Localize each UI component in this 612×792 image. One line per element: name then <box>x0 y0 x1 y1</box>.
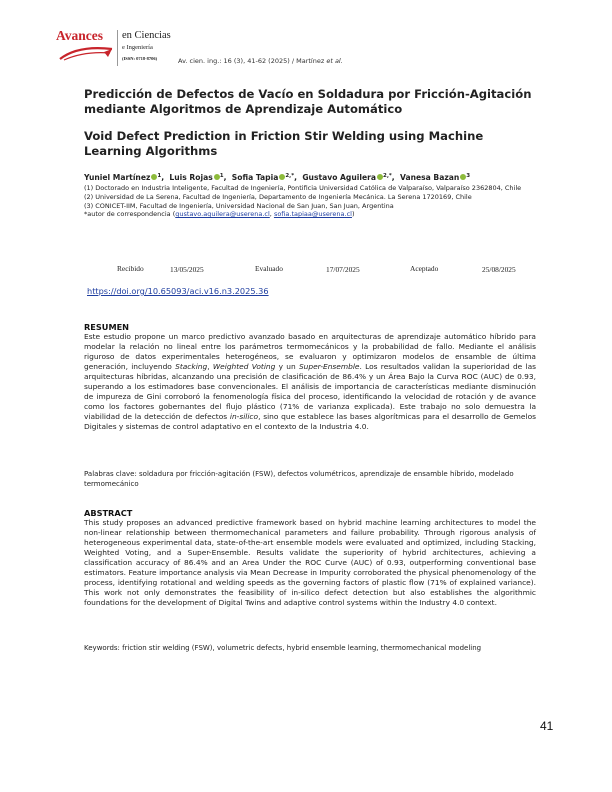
citation-etal: et al. <box>326 57 343 65</box>
affiliations <box>84 184 534 219</box>
author-1: Yuniel Martínez $^1$ <box>84 173 162 182</box>
logo-swoosh-icon <box>58 43 114 63</box>
email-link-1[interactable]: gustavo.aguilera@userena.cl <box>175 210 270 219</box>
affiliation-3: (3) CONICET-IIM, Facultad de Ingeniería, Universidad Nacional de San Juan, San Juan, Argentina <box>84 201 394 210</box>
author-3: Sofia Tapia $^{2,*}$ <box>231 173 295 182</box>
page-number: 41 <box>540 719 554 733</box>
logo-avances: Avances <box>56 28 103 43</box>
corresponding-author: *autor de correspondencia (gustavo.aguilera@userena.cl, sofia.tapiaa@userena.cl) <box>84 210 355 219</box>
accepted-date: 25/08/2025 <box>482 265 516 274</box>
evaluated-label: Evaluado <box>255 264 283 273</box>
title-spanish: Predicción de Defectos de Vacío en Soldadura por Fricción-Agitación mediante Algoritmos de Aprendizaje Automático <box>84 87 532 116</box>
keywords: Keywords: friction stir welding (FSW), volumetric defects, hybrid ensemble learning, thermomechanical modeling <box>84 644 482 652</box>
logo-en-ciencias: en Ciencias <box>122 30 171 41</box>
received-date: 13/05/2025 <box>170 265 204 274</box>
email-link-2[interactable]: sofia.tapiaa@userena.cl <box>273 210 352 219</box>
resumen-heading: RESUMEN <box>84 322 130 332</box>
logo-divider <box>117 30 118 66</box>
abstract-heading: ABSTRACT <box>84 508 133 518</box>
accepted-label: Aceptado <box>410 264 439 273</box>
abstract-text: This study proposes an advanced predictive framework based on hybrid machine learning architectures to model the non-linear relationship between thermomechanical parameters and failure probability. Through rigorous analysis of heterogeneous experimental data, state-of-the-art ensemble models were evaluated and optimized, including Stacking, Weighted Voting, and a Super-Ensemble. Results validate the superiority of hybrid architectures, achieving a classification accuracy of 86.4% and an Area Under the ROC Curve (AUC) of 0.93, outperforming conventional base estimators. Feature importance analysis via Mean Decrease in Impurity corroborated the physical phenomenology of the process, identifying rotational and welding speeds as the governing factors of plastic flow (71% of explained variance). This work not only demonstrates the feasibility of in-silico defect detection but also establishes the algorithmic foundations for the development of Digital Twins and adaptive control systems within the Industry 4.0 context. <box>84 518 536 608</box>
palabras-clave: Palabras clave: soldadura por fricción-agitación (FSW), defectos volumétricos, aprendizaje de ensamble híbrido, modelado termomecánico <box>84 470 514 488</box>
title-english: Void Defect Prediction in Friction Stir Welding using Machine Learning Algorithms <box>84 129 484 158</box>
author-2: Luis Rojas $^1$ <box>169 173 224 182</box>
logo-ingenieria: e Ingeniería <box>122 44 153 51</box>
author-4: Gustavo Aguilera $^{2,*}$ <box>302 173 392 182</box>
affiliation-2: (2) Universidad de La Serena, Facultad de Ingeniería, Departamento de Ingeniería Mecánica. La Serena 1720169, Chile <box>84 192 472 201</box>
author-5: Vanesa Bazan $^3$ <box>399 173 471 182</box>
citation-text: Av. cien. ing.: 16 (3), 41-62 (2025) / Martínez <box>178 57 327 65</box>
received-label: Recibido <box>117 264 144 273</box>
journal-logo <box>56 28 176 68</box>
evaluated-date: 17/07/2025 <box>326 265 360 274</box>
logo-issn: (ISSN: 0718-8706) <box>122 56 158 61</box>
author-list: Yuniel Martínez $^1$, Luis Rojas $^1$, Sofia Tapia $^{2,*}$, Gustavo Aguilera $^{2,*}$, Vanesa Bazan $^3$ <box>84 173 471 182</box>
affiliation-1: (1) Doctorado en Industria Inteligente, Facultad de Ingeniería, Pontificia Universidad Católica de Valparaíso, Valparaíso 2362804, Chile <box>84 184 522 192</box>
resumen-text: Este estudio propone un marco predictivo avanzado basado en arquitecturas de aprendizaje automático híbrido para modelar la relación no lineal entre los parámetros termomecánicos y la probabilidad de fallo. Mediante el análisis riguroso de datos experimentales heterogéneos, se evaluaron y optimizaron modelos de ensamble de última generación, incluyendo Stacking, Weighted Voting y un Super-Ensemble. Los resultados validan la superioridad de las arquitecturas híbridas, alcanzando una precisión de clasificación de 86.4% y un Área Bajo la Curva ROC (AUC) de 0.93, superando a los estimadores base convencionales. El análisis de importancia de características mediante disminución de impureza de Gini corroboró la fenomenología física del proceso, identificando la velocidad de rotación y de avance como los factores gobernantes del flujo plástico (71% de varianza explicada). Este trabajo no solo demuestra la viabilidad de la detección de defectos in-silico, sino que establece las bases algorítmicas para el desarrollo de Gemelos Digitales y sistemas de control adaptativo en el contexto de la Industria 4.0. <box>84 332 537 432</box>
doi-link[interactable]: https://doi.org/10.65093/aci.v16.n3.2025.36 <box>87 286 269 296</box>
citation-line <box>178 57 343 65</box>
